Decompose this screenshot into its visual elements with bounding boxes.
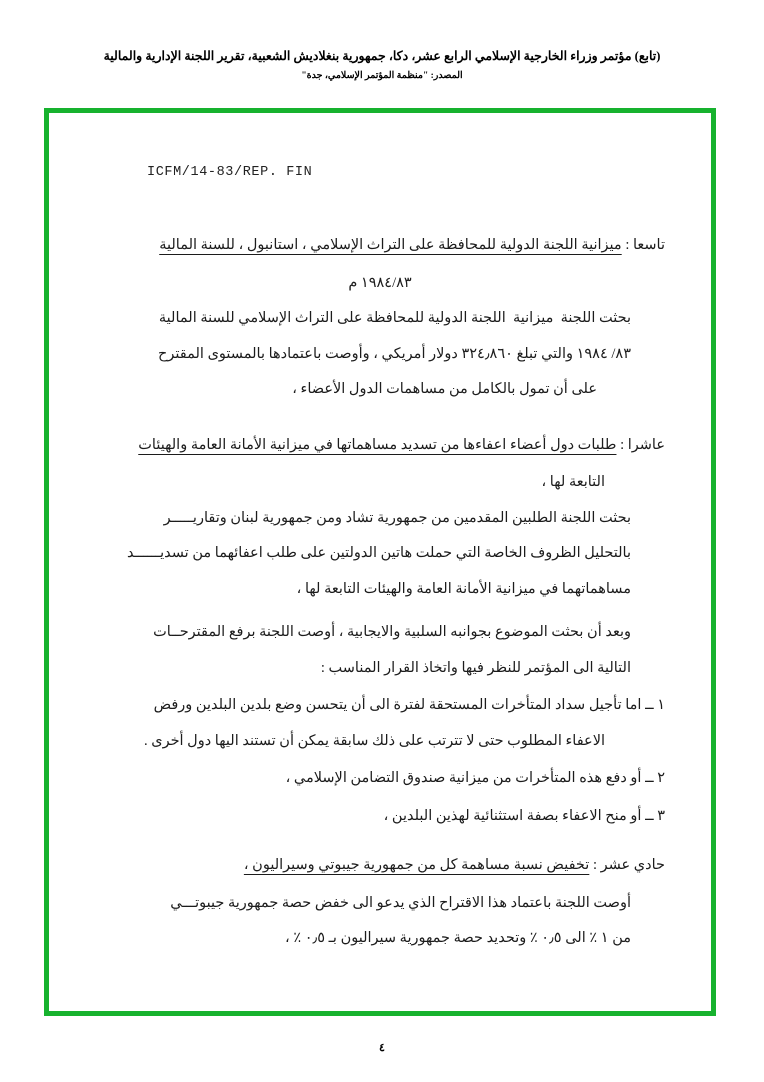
- list-item: [95, 688, 665, 759]
- spacer: [95, 410, 665, 422]
- list-item-line: الاعفاء المطلوب حتى لا تترتب على ذلك سابقة يمكن أن تستند اليها دول أخرى .: [143, 732, 605, 749]
- spacer: [95, 836, 665, 842]
- section-ten-paragraph-1: [95, 501, 665, 608]
- header-title: (تابع) مؤتمر وزراء الخارجية الإسلامي الرابع عشر، دكا، جمهورية بنغلاديش الشعبية، تقرير اللجنة الإدارية والمالية: [103, 49, 661, 63]
- list-item-text: أو منح الاعفاء بصفة استثنائية لهذين البلدين ،: [383, 807, 642, 824]
- section-ten-marker: عاشرا :: [620, 436, 665, 453]
- scanned-document-frame: [44, 108, 716, 1016]
- scanned-document-body: [49, 113, 711, 1011]
- section-nine-paragraph: [95, 301, 665, 408]
- page-number: ٤: [379, 1042, 385, 1054]
- section-eleven-heading: [95, 848, 665, 884]
- paragraph-line: بحثت اللجنة الطلبين المقدمين من جمهورية تشاد ومن جمهورية لبنان وتقاريـــــر: [163, 509, 631, 526]
- list-item-line: [95, 761, 665, 797]
- list-item-number: ٢ ــ: [645, 770, 665, 787]
- section-nine-marker: تاسعا :: [625, 237, 665, 253]
- paragraph-line: على أن تمول بالكامل من مساهمات الدول الأعضاء ،: [292, 381, 597, 398]
- paragraph-line: بالتحليل الظروف الخاصة التي حملت هاتين الدولتين على طلب اعفائهما من تسديــــــد: [127, 545, 631, 562]
- list-item-number: ١ ــ: [645, 697, 665, 714]
- paragraph-line: التالية الى المؤتمر للنظر فيها واتخاذ القرار المناسب :: [320, 659, 631, 676]
- paragraph-line: وبعد أن بحثت الموضوع بجوانبه السلبية والايجابية ، أوصت اللجنة برفع المقترحــات: [153, 624, 631, 641]
- paragraph-line: ٨٣/ ١٩٨٤ والتي تبلغ ٣٢٤٫٨٦٠ دولار أمريكي ، وأوصت باعتمادها بالمستوى المقترح: [158, 345, 631, 362]
- section-nine-title: ميزانية اللجنة الدولية للمحافظة على التراث الإسلامي ، استانبول ، للسنة المالية: [159, 237, 622, 253]
- paragraph-line: من ١ ٪ الى ٠٫٥ ٪ وتحديد حصة جمهورية سيراليون بـ ٠٫٥ ٪ ،: [285, 930, 631, 947]
- section-eleven-title: تخفيض نسبة مساهمة كل من جمهورية جيبوتي وسيراليون ،: [243, 857, 590, 874]
- list-item: [95, 761, 665, 797]
- section-ten-title-line2: التابعة لها ،: [541, 474, 605, 491]
- paragraph-line: مساهماتهما في ميزانية الأمانة العامة والهيئات التابعة لها ،: [296, 580, 631, 597]
- list-item-text: اما تأجيل سداد المتأخرات المستحقة لفترة الى أن يتحسن وضع بلدين البلدين ورفض: [153, 697, 642, 714]
- section-ten-title: طلبات دول أعضاء اعفاءها من تسديد مساهماتها في ميزانية الأمانة العامة والهيئات: [138, 436, 617, 453]
- list-item-line: [95, 799, 665, 835]
- section-ten-paragraph-2: [95, 615, 665, 686]
- section-eleven-marker: حادي عشر :: [592, 857, 665, 874]
- section-nine-title-line2: ١٩٨٤/٨٣ م: [348, 274, 412, 291]
- document-text: [95, 228, 665, 957]
- list-item-line: [95, 688, 665, 724]
- section-nine-heading: [95, 228, 665, 264]
- list-item-text: أو دفع هذه المتأخرات من ميزانية صندوق التضامن الإسلامي ،: [285, 770, 642, 787]
- section-ten-heading: [95, 428, 665, 464]
- header-source: المصدر: "منظمة المؤتمر الإسلامي، جدة": [301, 71, 463, 82]
- paragraph-line: بحثت اللجنة ميزانية اللجنة الدولية للمحافظة على التراث الإسلامي للسنة المالية: [158, 310, 631, 327]
- section-ten-numbered-list: [95, 688, 665, 834]
- list-item-number: ٣ ــ: [645, 807, 665, 824]
- page-header: [0, 48, 764, 81]
- list-item: [95, 799, 665, 835]
- document-code: ICFM/14-83/REP. FIN: [147, 165, 313, 180]
- section-eleven-paragraph: [95, 886, 665, 957]
- paragraph-line: أوصت اللجنة باعتماد هذا الاقتراح الذي يدعو الى خفض حصة جمهورية جيبوتـــي: [170, 894, 631, 911]
